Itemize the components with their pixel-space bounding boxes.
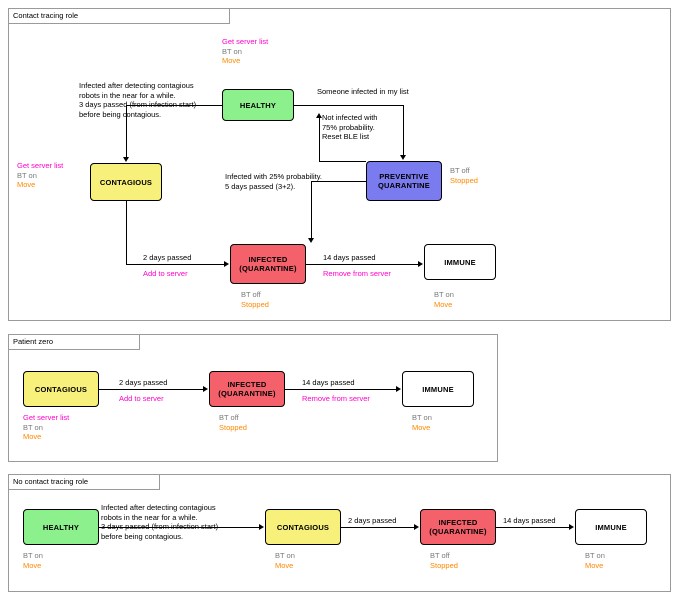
node-immune[interactable] bbox=[402, 371, 474, 407]
arrowhead-contagious-to-infected bbox=[414, 524, 419, 530]
action-bt-on: BT on bbox=[222, 46, 242, 56]
edge-label-infected-25: Infected with 25% probability. 5 days passed (3+2). bbox=[225, 172, 322, 191]
action-stopped: Stopped bbox=[241, 299, 269, 309]
node-contagious-label: CONTAGIOUS bbox=[276, 522, 330, 532]
panel-patient-zero bbox=[8, 334, 498, 462]
edge-preventive-to-healthy-v bbox=[319, 117, 320, 161]
action-bt-off: BT off bbox=[450, 166, 470, 175]
panel-title-no-contact-tracing: No contact tracing role bbox=[9, 475, 160, 490]
edge-label-2-days-passed: 2 days passed bbox=[143, 253, 192, 262]
edge-infected-to-immune bbox=[285, 389, 396, 390]
action-move: Move bbox=[23, 432, 42, 441]
node-healthy[interactable] bbox=[23, 509, 99, 545]
node-immune[interactable] bbox=[424, 244, 496, 280]
edge-label-infected-after-detecting: Infected after detecting contagious robots in the near for a while. 3 days passed (from infection start) before being contagious. bbox=[79, 81, 197, 119]
edge-label-add-to-server: Add to server bbox=[143, 269, 188, 278]
action-stopped: Stopped bbox=[450, 175, 478, 185]
arrowhead-infected-to-immune bbox=[569, 524, 574, 530]
edge-label-remove-from-server: Remove from server bbox=[323, 269, 391, 278]
edge-label-14-days-passed: 14 days passed bbox=[503, 516, 556, 525]
node-healthy-label: HEALTHY bbox=[239, 100, 277, 110]
panel-no-contact-tracing bbox=[8, 474, 671, 592]
node-infected-quarantine[interactable] bbox=[209, 371, 285, 407]
node-immune-label: IMMUNE bbox=[422, 384, 454, 394]
edge-healthy-to-preventive-h bbox=[294, 105, 404, 106]
action-bt-off: BT off bbox=[430, 551, 450, 560]
edge-label-add-to-server: Add to server bbox=[119, 394, 164, 403]
edge-preventive-to-healthy-h2 bbox=[319, 161, 366, 162]
immune-actions bbox=[412, 413, 432, 432]
action-bt-on: BT on bbox=[434, 290, 454, 299]
edge-label-remove-from-server: Remove from server bbox=[302, 394, 370, 403]
node-preventive-quarantine[interactable] bbox=[366, 161, 442, 201]
action-move: Move bbox=[434, 299, 453, 309]
arrowhead-infected-to-immune bbox=[418, 261, 423, 267]
action-bt-on: BT on bbox=[585, 551, 605, 560]
immune-actions bbox=[585, 551, 605, 570]
edge-label-14-days-passed: 14 days passed bbox=[323, 253, 376, 262]
node-infected-quarantine[interactable] bbox=[420, 509, 496, 545]
action-bt-off: BT off bbox=[241, 290, 261, 299]
action-bt-on: BT on bbox=[23, 422, 43, 432]
edge-label-2-days-passed: 2 days passed bbox=[119, 378, 168, 387]
edge-infected-to-immune bbox=[496, 527, 569, 528]
infected-quarantine-actions bbox=[219, 413, 247, 432]
node-contagious-label: CONTAGIOUS bbox=[99, 177, 153, 187]
node-healthy[interactable] bbox=[222, 89, 294, 121]
node-contagious[interactable] bbox=[265, 509, 341, 545]
action-move: Move bbox=[17, 180, 36, 189]
edge-contagious-to-infected-v bbox=[126, 201, 127, 264]
node-immune-label: IMMUNE bbox=[444, 257, 476, 267]
action-get-server-list: Get server list bbox=[222, 37, 269, 46]
infected-quarantine-actions bbox=[241, 290, 269, 309]
immune-actions bbox=[434, 290, 454, 309]
healthy-actions bbox=[23, 551, 43, 570]
node-infected-quarantine-label-1: INFECTED bbox=[438, 518, 478, 527]
contagious-actions bbox=[275, 551, 295, 570]
arrowhead-healthy-to-preventive bbox=[400, 155, 406, 160]
edge-label-someone-infected: Someone infected in my list bbox=[317, 87, 409, 96]
edge-label-2-days-passed: 2 days passed bbox=[348, 516, 397, 525]
arrowhead-healthy-to-contagious bbox=[123, 157, 129, 162]
node-preventive-quarantine-label-2: QUARANTINE bbox=[378, 181, 430, 190]
arrowhead-preventive-to-infected bbox=[308, 238, 314, 243]
action-move: Move bbox=[23, 560, 42, 570]
node-healthy-label: HEALTHY bbox=[42, 522, 80, 532]
node-infected-quarantine-label-2: (QUARANTINE) bbox=[218, 389, 276, 398]
action-bt-off: BT off bbox=[219, 413, 239, 422]
contagious-actions bbox=[23, 413, 69, 442]
action-stopped: Stopped bbox=[430, 560, 458, 570]
action-get-server-list: Get server list bbox=[17, 161, 64, 170]
edge-label-infected-after-detecting: Infected after detecting contagious robots in the near for a while. 3 days passed (from infection start) before being contagious. bbox=[101, 503, 219, 541]
edge-contagious-to-infected-h bbox=[126, 264, 225, 265]
node-infected-quarantine-label-2: (QUARANTINE) bbox=[239, 264, 297, 273]
action-bt-on: BT on bbox=[275, 551, 295, 560]
action-move: Move bbox=[275, 560, 294, 570]
action-move: Move bbox=[585, 560, 604, 570]
preventive-quarantine-actions bbox=[450, 166, 478, 185]
edge-label-14-days-passed: 14 days passed bbox=[302, 378, 355, 387]
action-bt-on: BT on bbox=[412, 413, 432, 422]
action-bt-on: BT on bbox=[17, 170, 37, 180]
node-infected-quarantine-label-2: (QUARANTINE) bbox=[429, 527, 487, 536]
panel-contact-tracing bbox=[8, 8, 671, 321]
panel-title-patient-zero: Patient zero bbox=[9, 335, 140, 350]
node-preventive-quarantine-label-1: PREVENTIVE bbox=[379, 172, 429, 181]
node-infected-quarantine-label-1: INFECTED bbox=[248, 255, 288, 264]
node-contagious[interactable] bbox=[23, 371, 99, 407]
node-immune[interactable] bbox=[575, 509, 647, 545]
arrowhead-infected-to-immune bbox=[396, 386, 401, 392]
node-infected-quarantine[interactable] bbox=[230, 244, 306, 284]
action-bt-on: BT on bbox=[23, 551, 43, 560]
infected-quarantine-actions bbox=[430, 551, 458, 570]
arrowhead-contagious-to-infected bbox=[203, 386, 208, 392]
healthy-actions bbox=[222, 37, 268, 66]
edge-infected-to-immune-h bbox=[306, 264, 418, 265]
panel-title-contact-tracing: Contact tracing role bbox=[9, 9, 230, 24]
node-contagious-label: CONTAGIOUS bbox=[34, 384, 88, 394]
node-infected-quarantine-label-1: INFECTED bbox=[227, 380, 267, 389]
action-move: Move bbox=[412, 422, 431, 432]
node-contagious[interactable] bbox=[90, 163, 162, 201]
arrowhead-contagious-to-infected bbox=[224, 261, 229, 267]
action-move: Move bbox=[222, 56, 241, 65]
edge-contagious-to-infected bbox=[99, 389, 203, 390]
action-get-server-list: Get server list bbox=[23, 413, 70, 422]
node-immune-label: IMMUNE bbox=[595, 522, 627, 532]
edge-contagious-to-infected bbox=[341, 527, 414, 528]
action-stopped: Stopped bbox=[219, 422, 247, 432]
contagious-actions bbox=[17, 161, 63, 190]
edge-label-not-infected: Not infected with 75% probability. Reset BLE list bbox=[322, 113, 378, 141]
